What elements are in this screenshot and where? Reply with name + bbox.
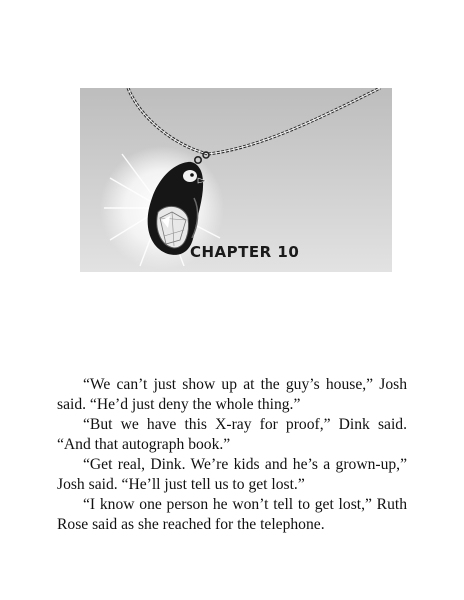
paragraph: “But we have this X-ray for proof,” Dink said. “And that autograph book.” xyxy=(57,416,407,453)
story-text xyxy=(57,375,407,535)
paragraph: “I know one person he won’t tell to get lost,” Ruth Rose said as she reached for the telephone. xyxy=(57,496,407,533)
paragraph: “We can’t just show up at the guy’s house,” Josh said. “He’d just deny the whole thing.” xyxy=(57,376,407,413)
paragraph: “Get real, Dink. We’re kids and he’s a grown-up,” Josh said. “He’ll just tell us to get lost.” xyxy=(57,456,407,493)
chapter-heading: CHAPTER 10 xyxy=(190,243,300,261)
